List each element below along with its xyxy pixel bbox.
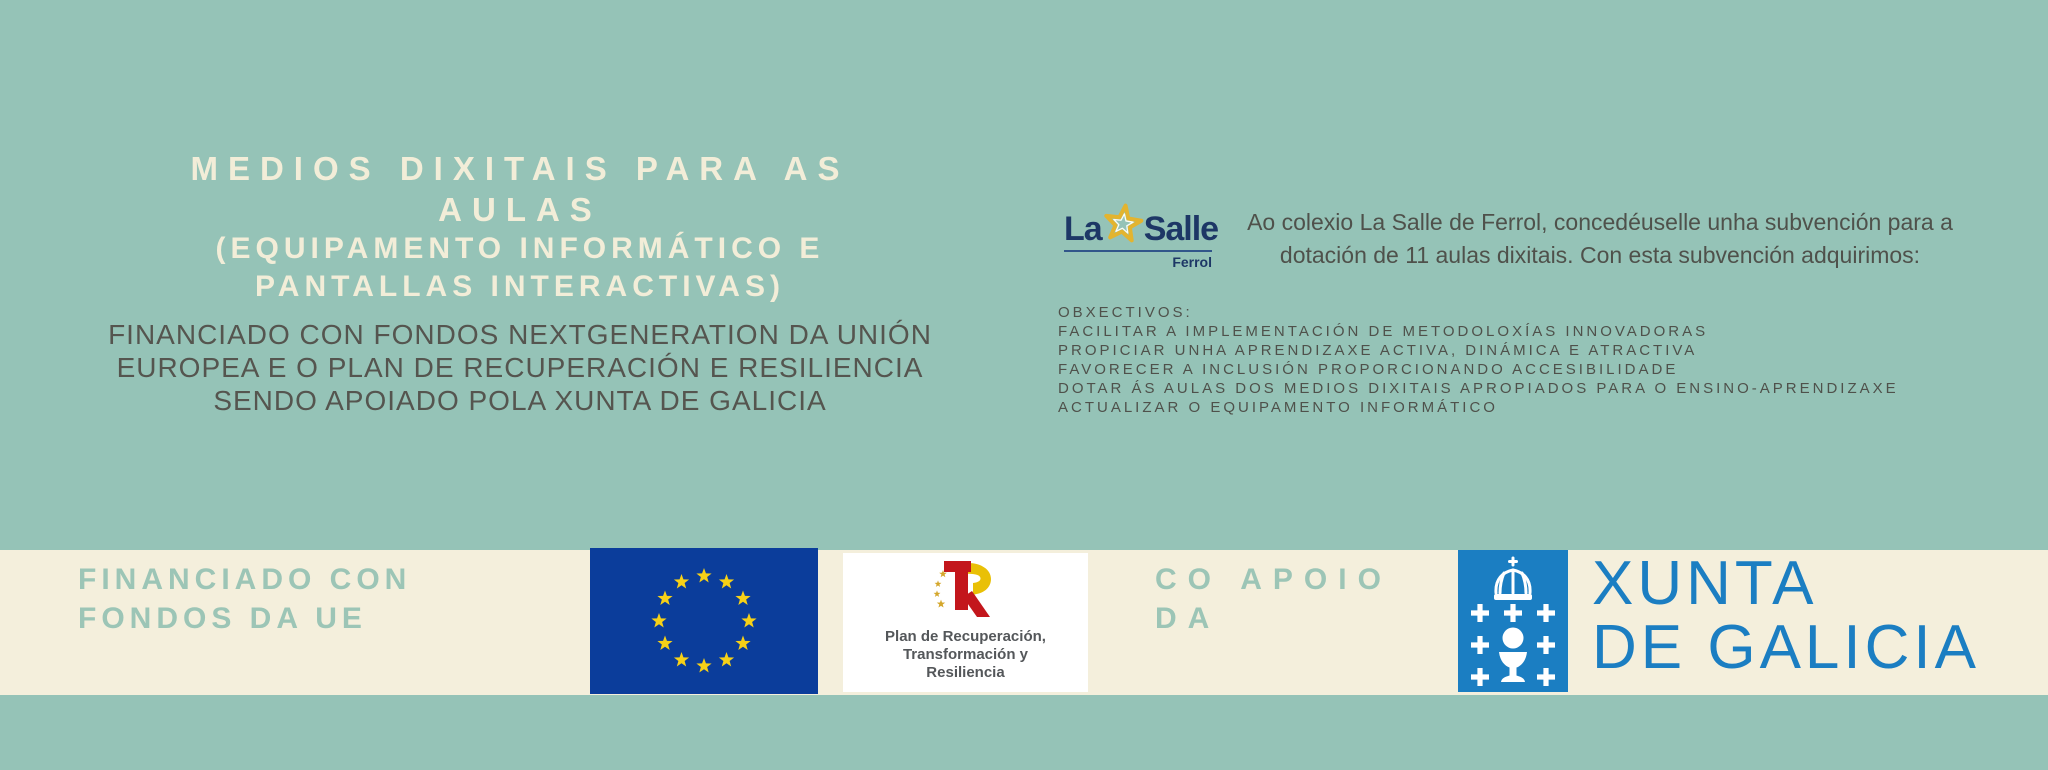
- lasalle-word-la: La: [1064, 210, 1102, 248]
- prtr-label: [885, 628, 1046, 682]
- lasalle-city-label: Ferrol: [1172, 254, 1212, 270]
- xunta-wordmark: [1592, 549, 1980, 682]
- lasalle-wordmark: [1064, 200, 1219, 248]
- lasalle-star-icon: [1099, 200, 1147, 248]
- eu-funding-label-line: FINANCIADO CON: [78, 563, 412, 596]
- objectives-list: [1058, 303, 1899, 417]
- page-title: [75, 148, 965, 306]
- lasalle-word-salle: Salle: [1143, 210, 1219, 248]
- eu-funding-label-line: FONDOS DA UE: [78, 602, 367, 635]
- objective-item: FAVORECER A INCLUSIÓN PROPORCIONANDO ACCESIBILIDADE: [1058, 361, 1679, 378]
- hero-left-section: [75, 148, 965, 417]
- funding-note-line: EUROPEA E O PLAN DE RECUPERACIÓN E RESILIENCIA: [116, 352, 924, 383]
- funding-note-line: SENDO APOIADO POLA XUNTA DE GALICIA: [213, 385, 827, 416]
- grant-intro-line: dotación de 11 aulas dixitais. Con esta subvención adquirimos:: [1279, 242, 1921, 268]
- objective-item: PROPICIAR UNHA APRENDIZAXE ACTIVA, DINÁMICA E ATRACTIVA: [1058, 342, 1698, 359]
- title-line: AULAS: [438, 191, 602, 228]
- eu-funding-label: [78, 560, 411, 638]
- prtr-label-line: Plan de Recuperación,: [885, 628, 1046, 645]
- objective-item: ACTUALIZAR O EQUIPAMENTO INFORMÁTICO: [1058, 399, 1498, 416]
- objective-item: DOTAR ÁS AULAS DOS MEDIOS DIXITAIS APROPIADOS PARA O ENSINO-APRENDIZAXE: [1058, 380, 1899, 397]
- apoio-label-line: DA: [1155, 602, 1221, 635]
- objective-item: FACILITAR A IMPLEMENTACIÓN DE METODOLOXÍAS INNOVADORAS: [1058, 323, 1709, 340]
- footer-band: [0, 550, 2048, 695]
- title-subline: PANTALLAS INTERACTIVAS): [255, 270, 785, 303]
- objectives-heading: OBXECTIVOS:: [1058, 304, 1193, 321]
- xunta-wordmark-line: XUNTA: [1592, 549, 1818, 618]
- funding-note-line: FINANCIADO CON FONDOS NEXTGENERATION DA UNIÓN: [108, 319, 932, 350]
- apoio-label-line: CO APOIO: [1155, 563, 1392, 596]
- prtr-label-line: Resiliencia: [926, 664, 1005, 681]
- lasalle-logo: [1064, 200, 1219, 270]
- apoio-label: [1155, 560, 1392, 638]
- funding-note: [75, 318, 965, 417]
- lasalle-underline: [1064, 250, 1212, 252]
- xunta-shield-icon: [1458, 550, 1568, 692]
- tr-logo-icon: [930, 561, 1002, 625]
- prtr-label-line: Transformación y: [902, 646, 1029, 663]
- title-subline: (EQUIPAMENTO INFORMÁTICO E: [215, 232, 825, 265]
- grant-intro-line: Ao colexio La Salle de Ferrol, concedéuselle unha subvención para a: [1247, 209, 1953, 235]
- prtr-card: [843, 553, 1088, 692]
- xunta-wordmark-line: DE GALICIA: [1592, 613, 1980, 682]
- eu-flag-icon: [590, 548, 818, 694]
- grant-intro-text: [1242, 206, 1958, 272]
- title-line: MEDIOS DIXITAIS PARA AS: [190, 150, 850, 187]
